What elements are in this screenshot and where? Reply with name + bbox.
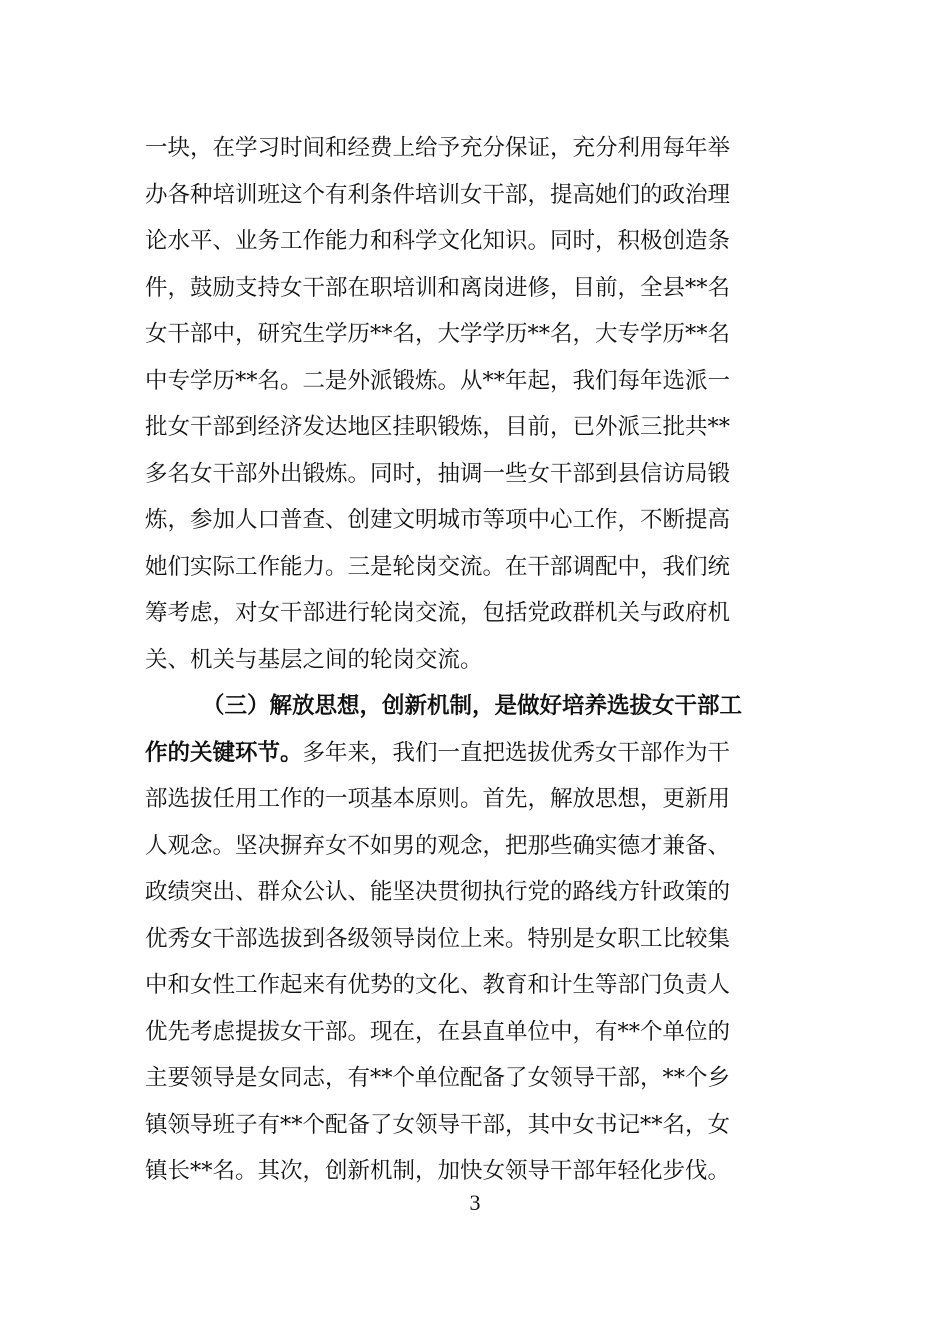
text-line-content: 中和女性工作起来有优势的文化、教育和计生等部门负责人	[145, 972, 731, 998]
body-text	[145, 125, 805, 1195]
text-line-continued: 多年来，我们一直把选拔优秀女干部作为干	[302, 739, 731, 766]
text-line	[145, 265, 805, 312]
text-line-content: 办各种培训班这个有利条件培训女干部，提高她们的政治理	[145, 181, 731, 208]
text-line	[145, 125, 805, 172]
text-line-content: 部选拔任用工作的一项基本原则。首先，解放思想，更新用	[145, 786, 731, 812]
text-line-content: 镇长**名。其次，创新机制，加快女领导干部年轻化步伐。	[145, 1158, 731, 1184]
text-line	[145, 637, 805, 684]
text-line-content: 炼，参加人口普查、创建文明城市等项中心工作，不断提高	[145, 507, 731, 533]
text-line-content: 优先考虑提拔女干部。现在，在县直单位中，有**个单位的	[145, 1018, 731, 1045]
section-heading: （三）解放思想，创新机制，是做好培养选拔女干部工	[202, 693, 743, 719]
text-line-content: 多名女干部外出锻炼。同时，抽调一些女干部到县信访局锻	[145, 460, 731, 487]
text-line-content: 中专学历**名。二是外派锻炼。从**年起，我们每年选派一	[145, 367, 731, 394]
text-line	[145, 358, 805, 405]
text-line	[145, 451, 805, 498]
section-heading-continued: 作的关键环节。	[145, 739, 303, 766]
text-line-content: 她们实际工作能力。三是轮岗交流。在干部调配中，我们统	[145, 553, 731, 580]
text-line-content: 主要领导是女同志，有**个单位配备了女领导干部，**个乡	[145, 1065, 731, 1091]
text-line-content: 女干部中，研究生学历**名，大学学历**名，大专学历**名	[145, 321, 731, 347]
text-line-content: 优秀女干部选拔到各级领导岗位上来。特别是女职工比较集	[145, 925, 731, 952]
section-heading-line	[145, 683, 805, 730]
text-line	[145, 776, 805, 823]
text-line-content: 镇领导班子有**个配备了女领导干部，其中女书记**名，女	[145, 1111, 731, 1138]
text-line	[145, 1009, 805, 1056]
text-line	[145, 869, 805, 916]
text-line-content	[145, 730, 730, 777]
text-line	[145, 823, 805, 870]
text-line	[145, 916, 805, 963]
text-line	[145, 1102, 805, 1149]
page-number: 3	[469, 1190, 481, 1215]
text-line-content: 筹考虑，对女干部进行轮岗交流，包括党政群机关与政府机	[145, 600, 731, 626]
text-line-content: 人观念。坚决摒弃女不如男的观念，把那些确实德才兼备、	[145, 832, 731, 859]
text-line	[145, 962, 805, 1009]
text-line	[145, 218, 805, 265]
text-line-content: 件，鼓励支持女干部在职培训和离岗进修，目前，全县**名	[145, 274, 731, 301]
text-line-content: 政绩突出、群众公认、能坚决贯彻执行党的路线方针政策的	[145, 879, 731, 905]
text-line-content: 关、机关与基层之间的轮岗交流。	[145, 646, 483, 673]
text-line-content: 批女干部到经济发达地区挂职锻炼，目前，已外派三批共**	[145, 414, 731, 440]
text-line	[145, 544, 805, 591]
text-line	[145, 311, 805, 358]
text-line	[145, 497, 805, 544]
text-line	[145, 172, 805, 219]
text-line	[145, 730, 805, 777]
text-line	[145, 1055, 805, 1102]
text-line	[145, 404, 805, 451]
text-line	[145, 590, 805, 637]
text-line-content: 论水平、业务工作能力和科学文化知识。同时，积极创造条	[145, 228, 731, 254]
text-line-content: 一块，在学习时间和经费上给予充分保证，充分利用每年举	[145, 135, 731, 161]
